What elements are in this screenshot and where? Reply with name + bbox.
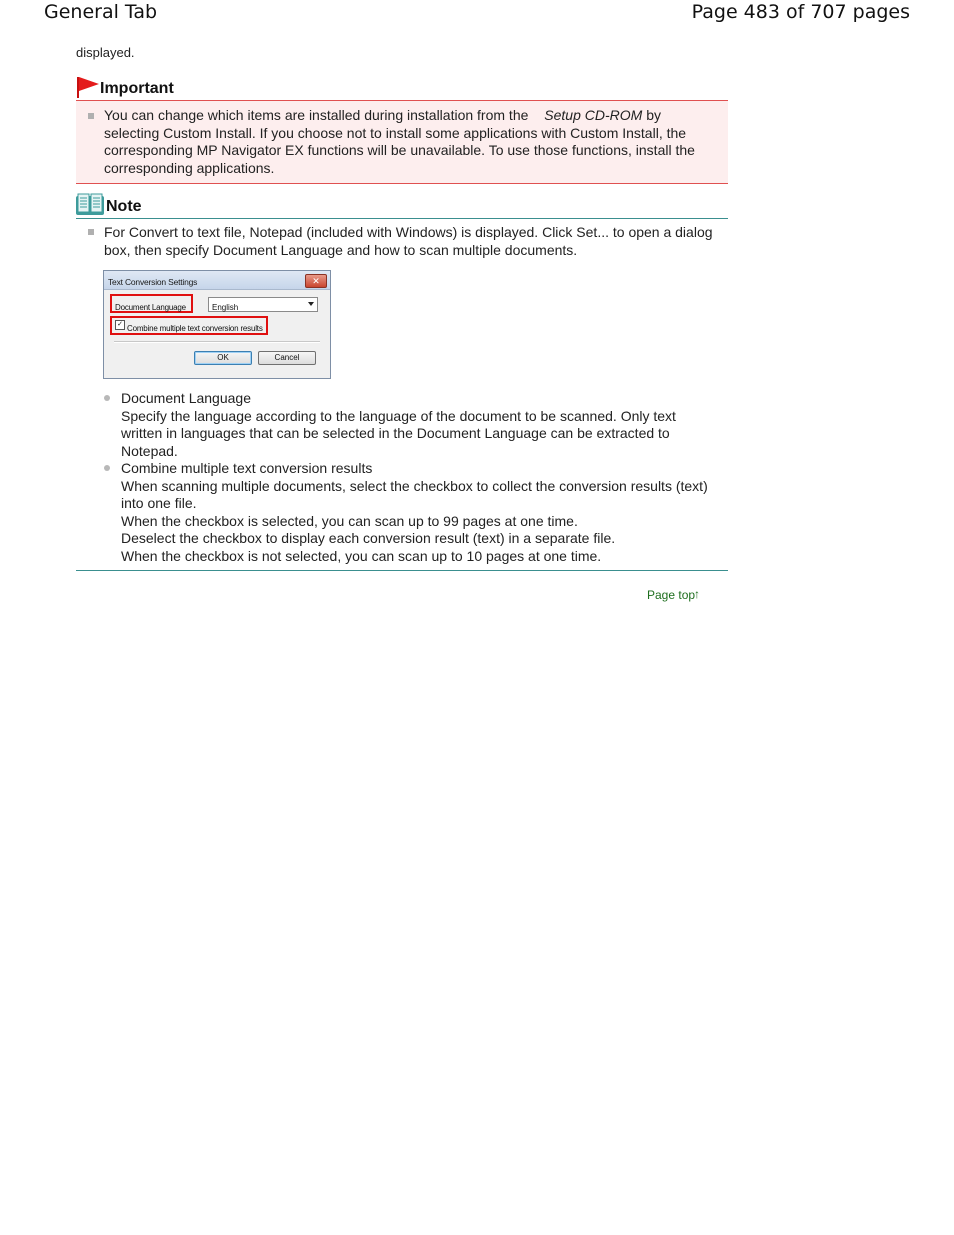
item-title: Document Language — [121, 390, 251, 406]
open-book-icon — [76, 193, 104, 215]
setup-cd-rom-text: Setup CD-ROM — [544, 107, 643, 123]
bullet-square-icon — [88, 229, 94, 235]
arrow-up-icon[interactable]: ↑ — [694, 587, 700, 601]
note-title: Note — [106, 198, 142, 215]
bullet-square-icon — [88, 113, 94, 119]
important-line-1 — [104, 107, 661, 125]
section-divider — [76, 570, 728, 571]
note-line-1: For Convert to text file, Notepad (included with Windows) is displayed. Click Set... to open a dialog — [104, 224, 713, 240]
important-title: Important — [100, 80, 174, 97]
important-line-4: corresponding applications. — [104, 159, 275, 176]
bullet-dot-icon — [104, 465, 110, 471]
item-line: Specify the language according to the language of the document to be scanned. Only text — [121, 407, 676, 424]
document-language-select[interactable] — [208, 297, 318, 312]
important-line-1-text: You can change which items are installed during installation from the — [104, 107, 529, 123]
item-line: Notepad. — [121, 442, 178, 459]
document-language-label: Document Language — [115, 303, 186, 312]
combine-results-checkbox[interactable]: ✓ — [115, 320, 125, 330]
bullet-dot-icon — [104, 395, 110, 401]
important-line-2: selecting Custom Install. If you choose not to install some applications with Custom Install, the — [104, 124, 687, 141]
ok-button[interactable]: OK — [194, 351, 252, 365]
item-line: When scanning multiple documents, select the checkbox to collect the conversion results (text) — [121, 477, 708, 494]
page-header-title: General Tab — [44, 1, 158, 23]
item-line: When the checkbox is not selected, you can scan up to 10 pages at one time. — [121, 548, 602, 564]
note-header — [76, 192, 728, 219]
item-line: into one file. — [121, 495, 197, 512]
lead-text: displayed. — [76, 45, 135, 60]
combine-results-label: Combine multiple text conversion results — [127, 324, 263, 333]
item-title: Combine multiple text conversion results — [121, 460, 373, 476]
red-flag-icon — [76, 76, 100, 98]
dialog-title: Text Conversion Settings — [108, 277, 198, 287]
close-icon[interactable]: ✕ — [305, 274, 327, 288]
item-line: Deselect the checkbox to display each conversion result (text) in a separate file. — [121, 530, 616, 547]
important-line-3: corresponding MP Navigator EX functions will be unavailable. To use those functions, install the — [104, 142, 695, 159]
important-header — [76, 74, 728, 100]
important-box — [76, 100, 728, 184]
item-line: written in languages that can be selected in the Document Language can be extracted to — [121, 425, 670, 442]
cancel-button[interactable]: Cancel — [258, 351, 316, 365]
document-language-value: English — [212, 303, 239, 312]
text-conversion-settings-dialog — [103, 270, 331, 379]
dialog-title-bar — [104, 271, 330, 290]
item-line: When the checkbox is selected, you can scan up to 99 pages at one time. — [121, 512, 578, 529]
dialog-separator — [114, 341, 320, 343]
page-number: Page 483 of 707 pages — [691, 1, 910, 23]
note-line-2: box, then specify Document Language and how to scan multiple documents. — [104, 241, 578, 258]
page-top-link[interactable]: Page top — [647, 588, 696, 602]
chevron-down-icon — [308, 302, 314, 306]
important-line-1-suffix: by — [646, 107, 662, 123]
